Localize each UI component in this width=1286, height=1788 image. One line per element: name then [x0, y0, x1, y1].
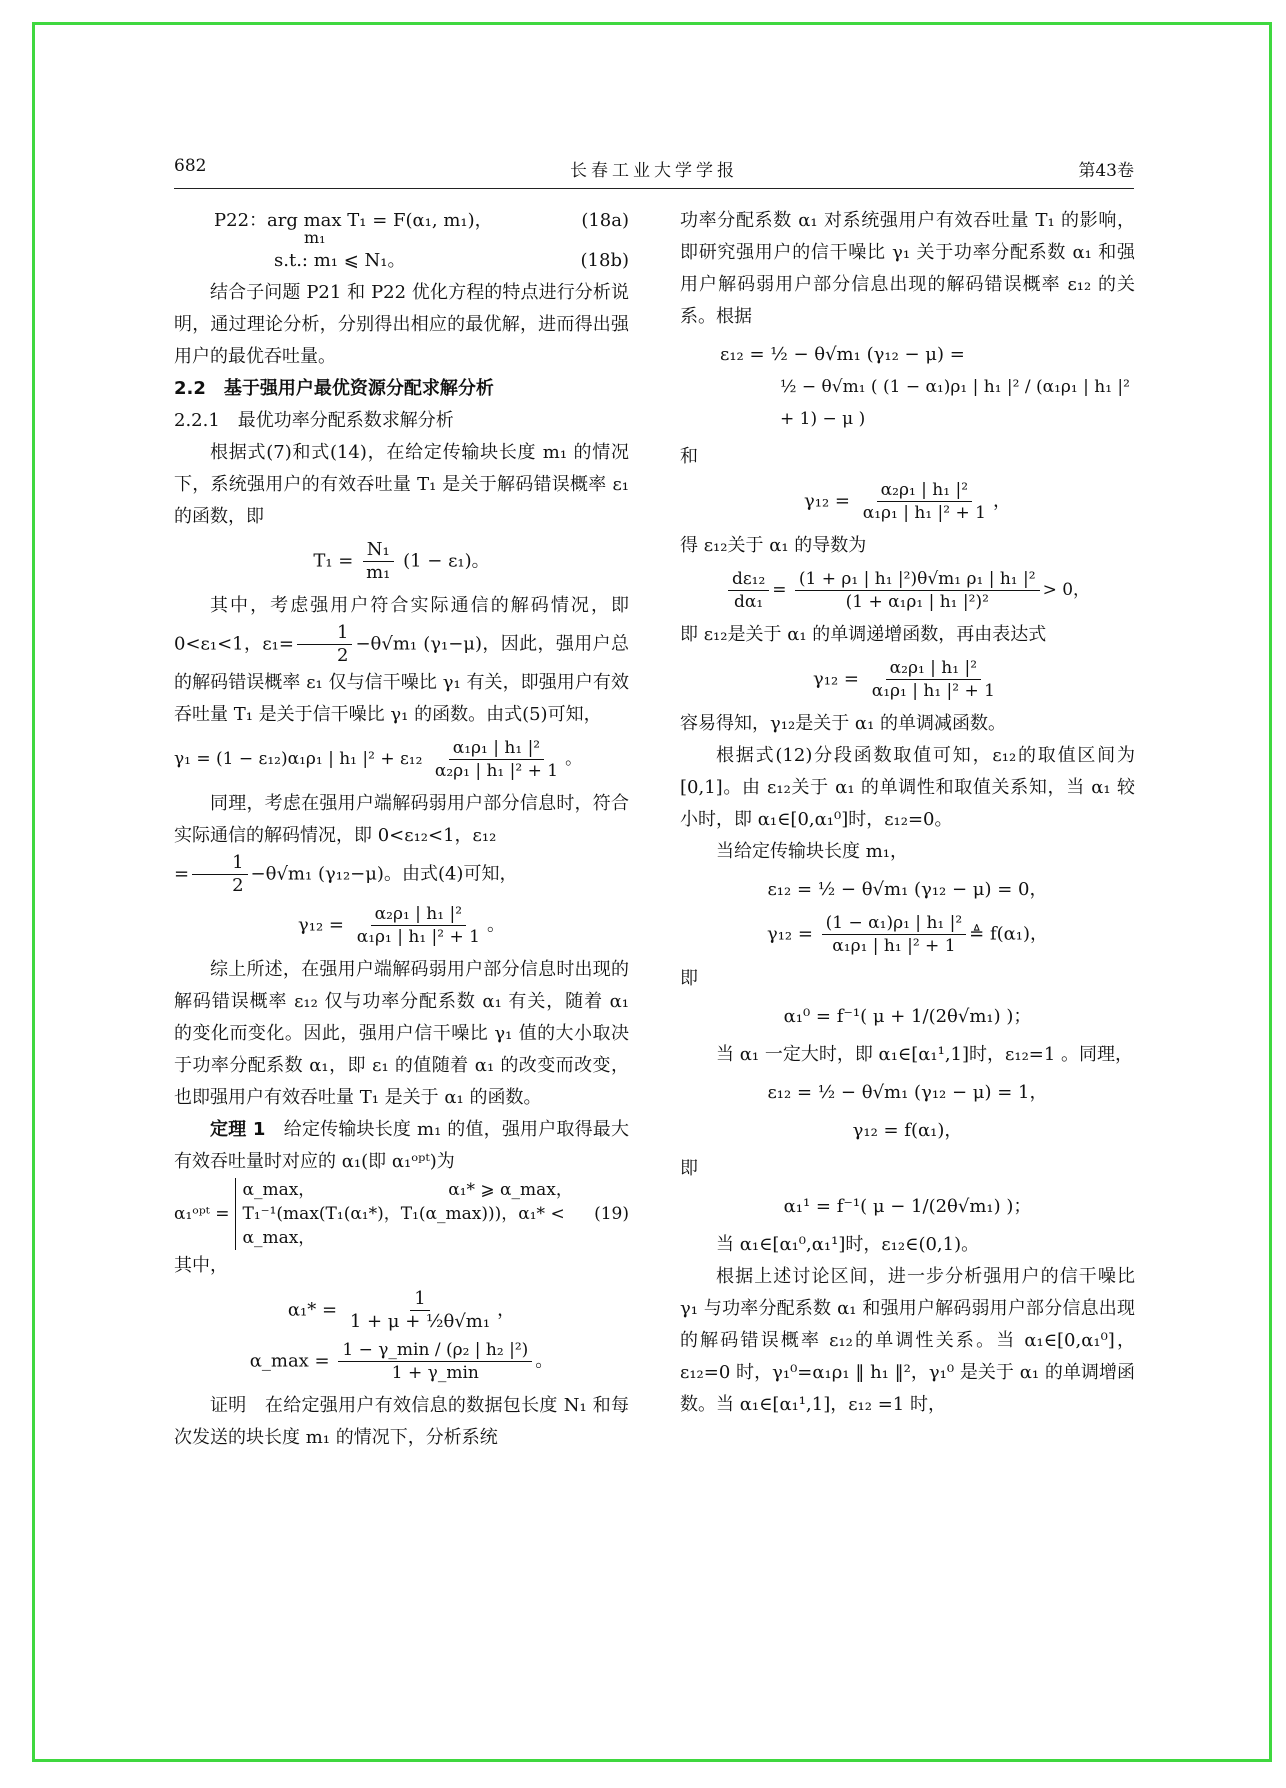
text-run: =: [174, 863, 190, 885]
paragraph: 容易得知，γ₁₂是关于 α₁ 的单调减函数。: [680, 713, 1007, 734]
fraction: [822, 912, 966, 957]
paragraph: 根据式(7)和式(14)，在给定传输块长度 m₁ 的情况下，系统强用户的有效吞吐量 T₁ 是关于解码错误概率 ε₁ 的函数，即: [174, 442, 629, 527]
paragraph: [174, 788, 629, 897]
paragraph: 其中，: [174, 1255, 228, 1276]
numerator: α₂ρ₁ | h₁ |²: [371, 903, 466, 926]
equation-alpha1: α₁¹ = f⁻¹( μ − 1/(2θ√m₁) )；: [783, 1196, 1032, 1217]
paragraph: 根据式(12)分段函数取值可知，ε₁₂的取值区间为[0,1]。由 ε₁₂关于 α₁ 的单调性和取值关系知，当 α₁ 较小时，即 α₁∈[0,α₁⁰]时，ε₁₂=0。: [680, 745, 1135, 830]
denominator: 1 + γ_min: [391, 1363, 479, 1383]
equation-text: γ₁ = (1 − ε₁₂)α₁ρ₁ | h₁ |² + ε₁₂: [174, 749, 423, 769]
denominator: α₁ρ₁ | h₁ |² + 1: [356, 927, 480, 947]
subsection-heading: 2.2.1 最优功率分配系数求解分析: [174, 410, 454, 431]
fraction: [795, 568, 1040, 613]
numerator: (1 + ρ₁ | h₁ |²)θ√m₁ ρ₁ | h₁ |²: [795, 568, 1040, 591]
theorem: [174, 1114, 629, 1178]
case-2: T₁⁻¹(max(T₁(α₁*)，T₁(α_max)))，α₁* < α_max，: [242, 1204, 565, 1248]
proof-label: 证明: [210, 1395, 247, 1416]
page-number: 682: [174, 156, 207, 176]
paragraph: 结合子问题 P21 和 P22 优化方程的特点进行分析说明，通过理论分析，分别得出相应的最优解，进而得出强用户的最优吞吐量。: [174, 282, 629, 367]
equation-end: ≜ f(α₁)，: [969, 923, 1049, 945]
paragraph: 得 ε₁₂关于 α₁ 的导数为: [680, 535, 867, 556]
denominator: α₁ρ₁ | h₁ |² + 1: [871, 681, 995, 701]
equation-derivative: $\frac{\text{dε₁₂}}{\text{dα₁}}$ = $\frac{\text{(1 + ρ₁ | h₁ |²)θ√m₁ ρ₁ | h₁ |²}}{\text{(1 + α₁ρ₁ | h₁ |²)²}}$ > 0，: [680, 568, 1135, 613]
equation-number: (18a): [581, 210, 629, 231]
equation-gamma12: [174, 903, 629, 948]
equation-text: P22：arg max T₁ = F(α₁, m₁)，: [214, 210, 493, 231]
paragraph: 功率分配系数 α₁ 对系统强用户有效吞吐量 T₁ 的影响，即研究强用户的信干噪比 γ₁ 关于功率分配系数 α₁ 和强用户解码弱用户部分信息出现的解码错误概率 ε₁₂ 的关系。根据: [680, 210, 1135, 327]
left-column: [174, 205, 629, 1454]
paragraph: 综上所述，在强用户端解码弱用户部分信息时出现的解码错误概率 ε₁₂ 仅与功率分配系数 α₁ 有关，随着 α₁ 的变化而变化。因此，强用户信干噪比 γ₁ 值的大小取决于功率分配系数 α₁，即 ε₁ 的值随着 α₁ 的改变而改变，也即强用户有效吞吐量 T₁ 是关于 α₁ 的函数。: [174, 959, 629, 1108]
equation-lhs: α₁ᵒᵖᵗ =: [174, 1204, 230, 1224]
volume-label: 第43卷: [1078, 161, 1134, 181]
fraction: [338, 1339, 532, 1384]
denominator: 2: [336, 645, 349, 666]
equation-end: 。: [565, 749, 583, 769]
fraction: [297, 622, 352, 667]
fraction: [431, 737, 562, 782]
equation-gamma12-b: [680, 657, 1135, 702]
equation-line: ε₁₂ = ½ − θ√m₁ (γ₁₂ − μ) =: [720, 344, 965, 365]
equation-alpha-max: α_max = $\frac{\text{1 − γ\_min / (ρ₂ | h₂ |²)}}{1 + \gamma\_\min}$ 。: [249, 1340, 554, 1383]
equation-line: ½ − θ√m₁ ( (1 − α₁)ρ₁ | h₁ |² / (α₁ρ₁ | h₁ |² + 1) − μ ): [780, 377, 1130, 429]
numerator: α₂ρ₁ | h₁ |²: [886, 657, 981, 680]
equation-lhs: α_max =: [249, 1350, 330, 1372]
paragraph: 当 α₁∈[α₁⁰,α₁¹]时，ε₁₂∈(0,1)。: [716, 1234, 980, 1255]
equation-lhs: T₁ =: [313, 550, 354, 572]
proof: [174, 1390, 629, 1454]
case-1: α_max， α₁* ⩾ α_max，: [242, 1180, 573, 1200]
journal-title: 长春工业大学学报: [570, 161, 738, 181]
fraction: [728, 568, 769, 613]
numerator: 1: [410, 1288, 429, 1311]
equation-throughput: [174, 539, 629, 584]
equation-end: > 0，: [1042, 580, 1091, 600]
equation-alpha0: α₁⁰ = f⁻¹( μ + 1/(2θ√m₁) )；: [783, 1006, 1032, 1027]
equation-epsilon12-zero: ε₁₂ = ½ − θ√m₁ (γ₁₂ − μ) = 0，: [767, 879, 1048, 900]
equation-number: (19): [594, 1204, 629, 1224]
running-header: [174, 154, 1134, 189]
right-column: [680, 205, 1135, 1421]
fraction: [353, 903, 484, 948]
paragraph: 根据上述讨论区间，进一步分析强用户的信干噪比 γ₁ 与功率分配系数 α₁ 和强用户解码弱用户部分信息出现的解码错误概率 ε₁₂的单调性关系。当 α₁∈[0,α₁⁰]，ε₁₂=0 时，γ₁⁰=α₁ρ₁ ‖ h₁ ‖²，γ₁⁰ 是关于 α₁ 的单调增函数。当 α₁∈[α₁¹,1]，ε₁₂ =1 时，: [680, 1266, 1135, 1415]
equation-f-def: [680, 912, 1135, 957]
paragraph: 即: [680, 968, 698, 989]
denominator: 2: [232, 875, 244, 896]
numerator: α₂ρ₁ | h₁ |²: [877, 479, 972, 502]
equation-end: ，: [992, 490, 1011, 512]
paragraph: 即: [680, 1158, 698, 1179]
equation-end: 。: [486, 914, 505, 936]
fraction: [868, 657, 999, 702]
equation-gamma12-f: γ₁₂ = f(α₁)，: [852, 1120, 963, 1141]
equation-18b: [174, 245, 629, 277]
text-run: 其中，考虑强用户符合实际通信的解码情况，即 0<ε₁<1，ε₁=: [174, 595, 629, 655]
equation-alpha-star: α₁* = $\frac{1}{\text{1 + μ + ½θ√m₁}}$ ，: [287, 1288, 516, 1332]
equation-19: [174, 1178, 629, 1250]
numerator: 1: [297, 622, 352, 645]
fraction: [346, 1288, 494, 1333]
denominator: α₂ρ₁ | h₁ |² + 1: [434, 761, 559, 781]
numerator: 1 − γ_min / (ρ₂ | h₂ |²): [338, 1339, 532, 1362]
equation-lhs: γ₁₂ =: [298, 914, 345, 936]
equation-number: (18b): [580, 250, 629, 271]
numerator: dε₁₂: [728, 568, 769, 591]
equation-epsilon12: [680, 339, 1135, 435]
denominator: dα₁: [734, 592, 764, 612]
equation-lhs: γ₁₂ =: [804, 490, 851, 512]
fraction: [192, 852, 247, 897]
numerator: (1 − α₁)ρ₁ | h₁ |²: [822, 912, 966, 935]
equation-subscript: m₁: [304, 228, 326, 247]
equation-rhs: (1 − ε₁)。: [403, 550, 490, 572]
denominator: α₁ρ₁ | h₁ |² + 1: [832, 936, 956, 956]
paragraph: 即 ε₁₂是关于 α₁ 的单调递增函数，再由表达式: [680, 624, 1047, 645]
equation-epsilon12-one: ε₁₂ = ½ − θ√m₁ (γ₁₂ − μ) = 1，: [767, 1082, 1048, 1103]
equation-lhs: γ₁₂ =: [766, 923, 813, 945]
proof-text: 在给定强用户有效信息的数据包长度 N₁ 和每次发送的块长度 m₁ 的情况下，分析系统: [174, 1395, 629, 1448]
section-heading: 2.2 基于强用户最优资源分配求解分析: [174, 378, 494, 399]
text-run: 同理，考虑在强用户端解码弱用户部分信息时，符合实际通信的解码情况，即 0<ε₁₂<1，ε₁₂: [174, 793, 629, 846]
equation-gamma12-a: [680, 479, 1135, 524]
paragraph: 和: [680, 446, 698, 467]
numerator: 1: [192, 852, 247, 875]
numerator: α₁ρ₁ | h₁ |²: [449, 737, 544, 760]
theorem-text: 给定传输块长度 m₁ 的值，强用户取得最大有效吞吐量时对应的 α₁(即 α₁ᵒᵖᵗ)为: [174, 1119, 629, 1172]
denominator: (1 + α₁ρ₁ | h₁ |²)²: [845, 592, 989, 612]
equation-gamma1: [174, 737, 629, 782]
equation-lhs: γ₁₂ =: [813, 668, 860, 690]
numerator: N₁: [363, 539, 394, 562]
paragraph: [174, 590, 629, 731]
paragraph: 当 α₁ 一定大时，即 α₁∈[α₁¹,1]时，ε₁₂=1 。同理，: [716, 1044, 1134, 1065]
piecewise-cases: [235, 1178, 594, 1250]
theorem-label: 定理 1: [210, 1119, 266, 1140]
paragraph: 当给定传输块长度 m₁，: [716, 841, 909, 862]
denominator: 1 + μ + ½θ√m₁: [349, 1311, 491, 1332]
denominator: m₁: [366, 562, 391, 583]
fraction: [859, 479, 990, 524]
text-run: −θ√m₁ (γ₁−μ)，因此，强用户总的解码错误概率 ε₁ 仅与信干噪比 γ₁ 有关，即强用户有效吞吐量 T₁ 是关于信干噪比 γ₁ 的函数。由式(5)可知，: [174, 633, 629, 725]
equation-lhs: α₁* =: [287, 1299, 338, 1321]
text-run: −θ√m₁ (γ₁₂−μ)。由式(4)可知，: [250, 863, 518, 885]
denominator: α₁ρ₁ | h₁ |² + 1: [862, 503, 986, 523]
fraction: [362, 539, 394, 584]
equation-text: s.t.: m₁ ⩽ N₁。: [274, 250, 406, 271]
